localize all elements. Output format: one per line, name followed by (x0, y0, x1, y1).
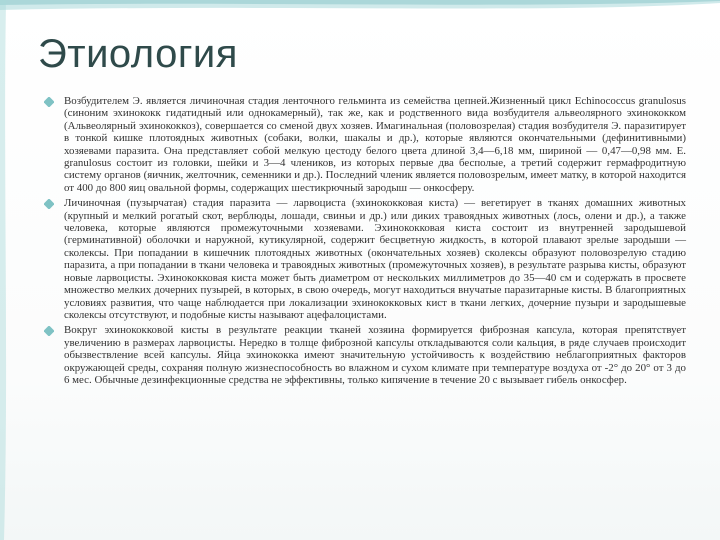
bullet-icon (44, 326, 54, 336)
paragraph-text: Возбудителем Э. является личиночная стадия ленточного гельминта из семейства цепней.Жизненный цикл Echinococcus granulosus (синоним эхинококк гидатидный или однокамерный), так же, как и родственного вида возбудителя альвеолярного эхинококком (Альвеолярный эхинококкоз), совершается со сменой двух хозяев. Имагинальная (половозрелая) стадия возбудителя Э. паразитирует в тонкой кишке плотоядных животных (собаки, волки, шакалы и др.), которые являются окончательными (дефинитивными) хозяевами паразита. Она представляет собой мелкую цестоду белого цвета длиной 3,4—6,18 мм, шириной — 0,47—0,98 мм. E. granulosus состоит из головки, шейки и 3—4 члеников, из которых первые два бесполые, а третий содержит гермафродитную систему органов (яичник, желточник, семенники и др.). Последний членик является половозрелым, имеет матку, в которой находится от 400 до 800 яиц овальной формы, содержащих шестикрючный зародыш — онкосферу. (64, 95, 686, 194)
decorative-top-band (0, 0, 720, 22)
bullet-icon (44, 97, 54, 107)
bullet-paragraph-3 (44, 324, 686, 386)
bullet-paragraph-1 (44, 95, 686, 194)
bullet-icon (44, 199, 54, 209)
decorative-left-band (0, 0, 22, 540)
paragraph-text: Вокруг эхинококковой кисты в результате реакции тканей хозяина формируется фиброзная капсула, которая препятствует увеличению в размерах ларвоцисты. Нередко в толще фиброзной капсулы откладываются соли кальция, в ряде случаев происходит обызвествление всей капсулы. Яйца эхинококка имеют значительную устойчивость к воздействию неблагоприятных факторов окружающей среды, сохраняя полную жизнеспособность во влажном и сухом климате при температуре воздуха от -2° до 20° от 3 до 6 мес. Обычные дезинфекционные средства не эффективны, только кипячение в течение 20 с вызывает гибель онкосфер. (64, 324, 686, 386)
bullet-paragraph-2 (44, 197, 686, 321)
slide-title: Этиология (38, 32, 238, 76)
paragraph-text: Личиночная (пузырчатая) стадия паразита — ларвоциста (эхинококковая киста) — вегетирует в тканях домашних животных (крупный и мелкий рогатый скот, верблюды, лошади, свиньи и др.) или диких травоядных животных (лось, олени и др.), а также человека, которые являются промежуточными хозяевами. Эхинококковая киста состоит из внутренней зародышевой (герминативной) оболочки и наружной, кутикулярной, содержит бесцветную жидкость, в которой плавают зрелые зародыши — сколексы. При попадании в кишечник плотоядных животных (окончательных хозяев) сколексы образуют половозрелую стадию паразита, а при попадании в ткани человека и травоядных животных (промежуточных хозяев), в результате разрыва кисты, образуют новые ларвоцисты. Эхинококковая киста может быть диаметром от нескольких миллиметров до 35—40 см и содержать в просвете множество мелких дочерних пузырей, в которых, в свою очередь, могут находиться внучатые паразитарные кисты. В благоприятных условиях развития, что чаще наблюдается при локализации эхинококковых кист в ткани легких, дочерние пузыри и зародышевые сколексы отсутствуют, и подобные кисты называют ацефалоцистами. (64, 197, 686, 321)
slide-body (44, 95, 686, 389)
